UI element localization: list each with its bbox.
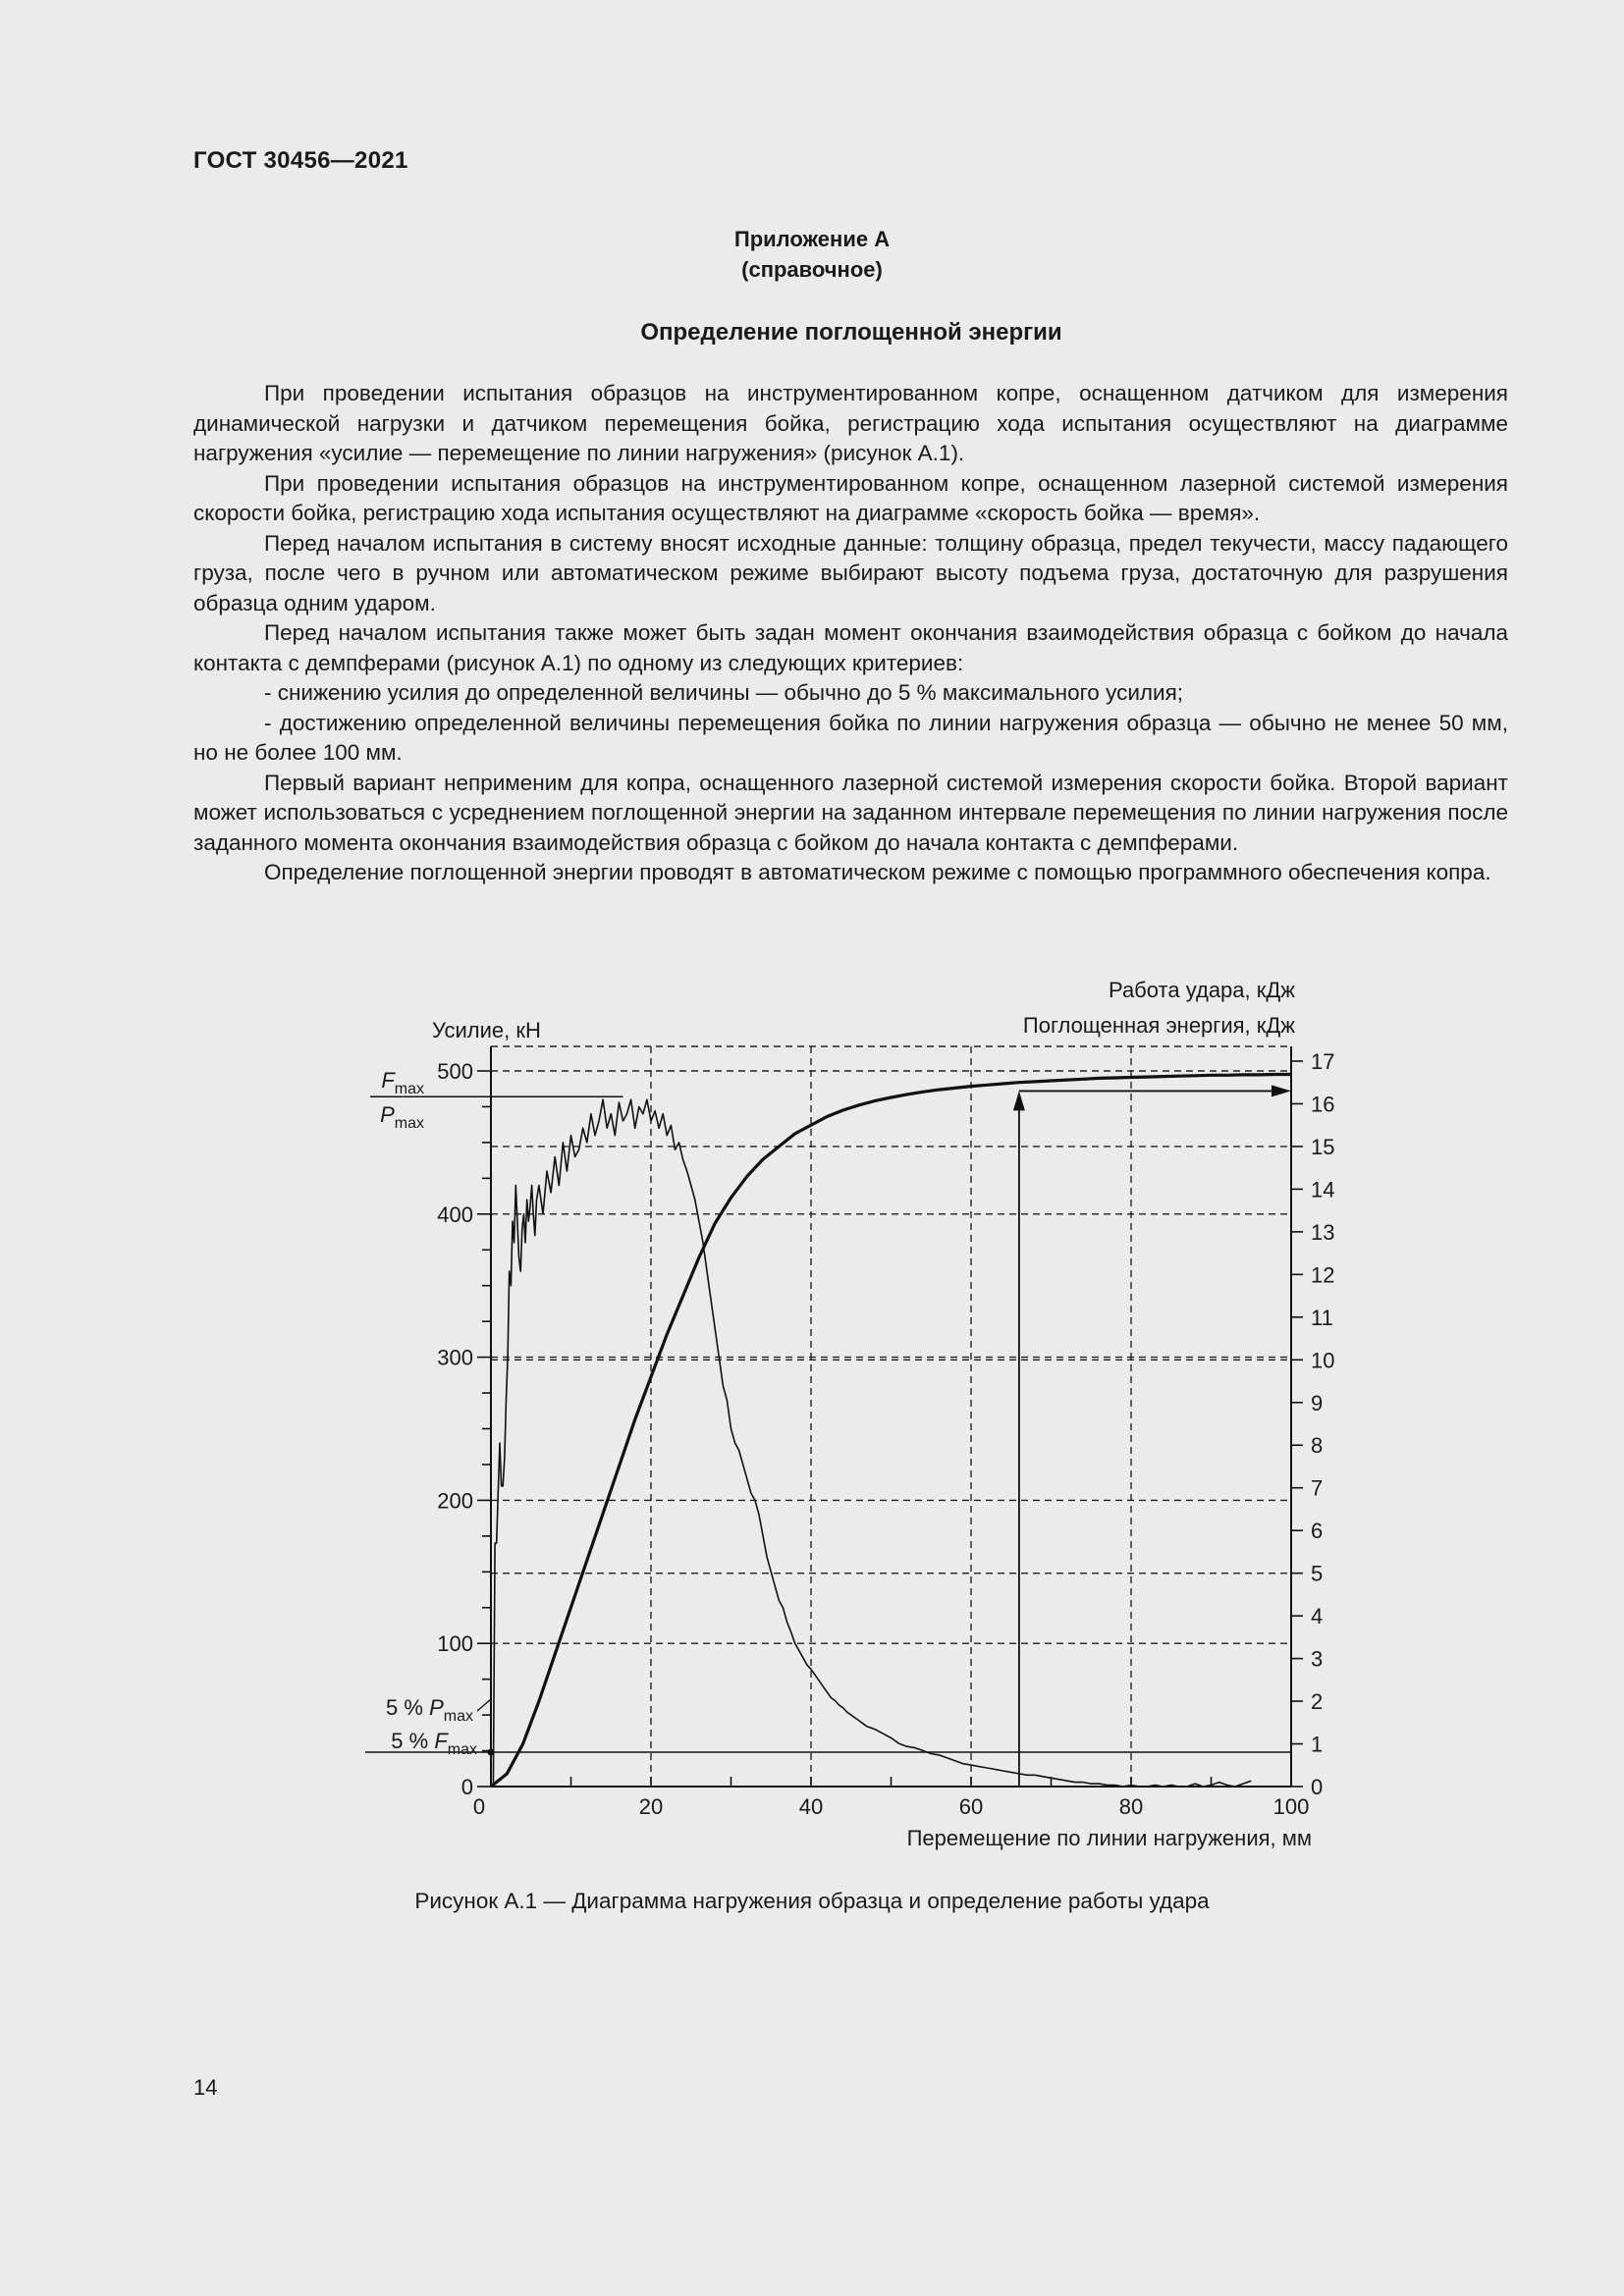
pmax-label: $P_{max}$ xyxy=(380,1102,424,1133)
y-right-tick-label: 14 xyxy=(1311,1177,1335,1202)
force-curve xyxy=(491,1099,1251,1787)
y-right-tick-label: 1 xyxy=(1311,1732,1324,1757)
body-text xyxy=(193,379,1508,888)
x-tick-label: 60 xyxy=(958,1794,984,1819)
paragraph: Первый вариант неприменим для копра, оснащенного лазерной системой измерения скорости бойка. Второй вариант может использоваться с усреднением поглощенной энергии на заданном интервале перемещения по линии нагружения после заданного момента окончания взаимодействия образца с бойком до начала контакта с демпферами. xyxy=(193,770,1508,855)
y-right-tick-label: 2 xyxy=(1311,1689,1324,1715)
x-axis-title: Перемещение по линии нагружения, мм xyxy=(906,1826,1312,1850)
arrow-up-icon xyxy=(1013,1091,1025,1110)
five-percent-dot xyxy=(488,1749,495,1756)
paragraph: Перед началом испытания в систему вносят исходные данные: толщину образца, предел текучести, массу падающего груза, после чего в ручном или автоматическом режиме выбирают высоту подъема груза, достаточную для разрушения образца одним ударом. xyxy=(193,530,1508,615)
y-right-tick-label: 3 xyxy=(1311,1646,1324,1672)
f5-label: 5 % $F_{max}$ xyxy=(391,1729,477,1759)
y-right-tick-label: 13 xyxy=(1311,1219,1335,1245)
annex-title: Приложение А xyxy=(733,227,891,251)
arrow-right-icon xyxy=(1272,1085,1291,1096)
y-right-tick-label: 5 xyxy=(1311,1561,1324,1586)
page-number: 14 xyxy=(193,2075,218,2100)
axes xyxy=(437,1046,1334,1819)
p5-leader xyxy=(477,1699,491,1711)
p5-label: 5 % $P_{max}$ xyxy=(386,1695,473,1726)
load-diagram-chart xyxy=(0,967,1624,1870)
y-right-tick-label: 11 xyxy=(1311,1305,1333,1330)
list-item: - достижению определенной величины перемещения бойка по линии нагружения образца — обычно не менее 50 мм, но не более 100 мм. xyxy=(193,710,1508,765)
annex-status: (справочное) xyxy=(741,257,883,282)
y-left-tick-label: 300 xyxy=(437,1345,473,1370)
y-right-tick-label: 17 xyxy=(1311,1049,1335,1074)
figure-caption: Рисунок А.1 — Диаграмма нагружения образца и определение работы удара xyxy=(414,1889,1210,1913)
x-tick-label: 0 xyxy=(472,1794,486,1819)
energy-curve xyxy=(491,1075,1291,1788)
x-tick-label: 100 xyxy=(1272,1794,1310,1819)
y-left-tick-label: 400 xyxy=(437,1201,473,1227)
y-left-tick-label: 100 xyxy=(437,1631,473,1657)
x-tick-label: 80 xyxy=(1118,1794,1144,1819)
axis-labels xyxy=(432,978,1312,1850)
y-right-title-2: Поглощенная энергия, кДж xyxy=(1022,1013,1295,1038)
x-tick-label: 40 xyxy=(798,1794,824,1819)
y-right-title-1: Работа удара, кДж xyxy=(1109,978,1295,1002)
y-right-tick-label: 6 xyxy=(1311,1519,1324,1544)
paragraph: При проведении испытания образцов на инструментированном копре, оснащенном датчиком для измерения динамической нагрузки и датчиком перемещения бойка, регистрацию хода испытания осуществляют на диаграмме нагружения «усилие — перемещение по линии нагружения» (рисунок А.1). xyxy=(193,381,1508,465)
y-left-tick-label: 0 xyxy=(460,1775,473,1799)
list-item: - снижению усилия до определенной величины — обычно до 5 % максимального усилия; xyxy=(264,680,1184,705)
y-right-tick-label: 15 xyxy=(1311,1134,1335,1159)
series xyxy=(491,1075,1291,1788)
y-right-tick-label: 10 xyxy=(1311,1348,1335,1373)
section-title: Определение поглощенной энергии xyxy=(640,319,1062,346)
paragraph: Перед началом испытания также может быть задан момент окончания взаимодействия образца с бойком до начала контакта с демпферами (рисунок А.1) по одному из следующих критериев: xyxy=(193,620,1508,675)
y-left-title: Усилие, кН xyxy=(432,1018,541,1042)
paragraph: При проведении испытания образцов на инструментированном копре, оснащенном лазерной системой измерения скорости бойка, регистрацию хода испытания осуществляют на диаграмме «скорость бойка — время». xyxy=(193,470,1508,525)
y-right-tick-label: 4 xyxy=(1311,1604,1324,1629)
markers xyxy=(365,1068,1291,1787)
y-right-tick-label: 7 xyxy=(1311,1475,1324,1501)
fmax-label: $F_{max}$ xyxy=(381,1068,424,1098)
y-right-tick-label: 16 xyxy=(1311,1092,1335,1117)
grid xyxy=(491,1046,1291,1787)
y-right-tick-label: 8 xyxy=(1311,1433,1324,1459)
y-right-tick-label: 9 xyxy=(1311,1390,1324,1415)
y-left-tick-label: 500 xyxy=(437,1059,473,1084)
y-right-tick-label: 0 xyxy=(1311,1775,1324,1799)
y-left-tick-label: 200 xyxy=(437,1488,473,1514)
y-right-tick-label: 12 xyxy=(1311,1262,1335,1288)
x-tick-label: 20 xyxy=(638,1794,664,1819)
paragraph: Определение поглощенной энергии проводят в автоматическом режиме с помощью программного обеспечения копра. xyxy=(264,860,1491,884)
document-code: ГОСТ 30456—2021 xyxy=(193,147,408,174)
